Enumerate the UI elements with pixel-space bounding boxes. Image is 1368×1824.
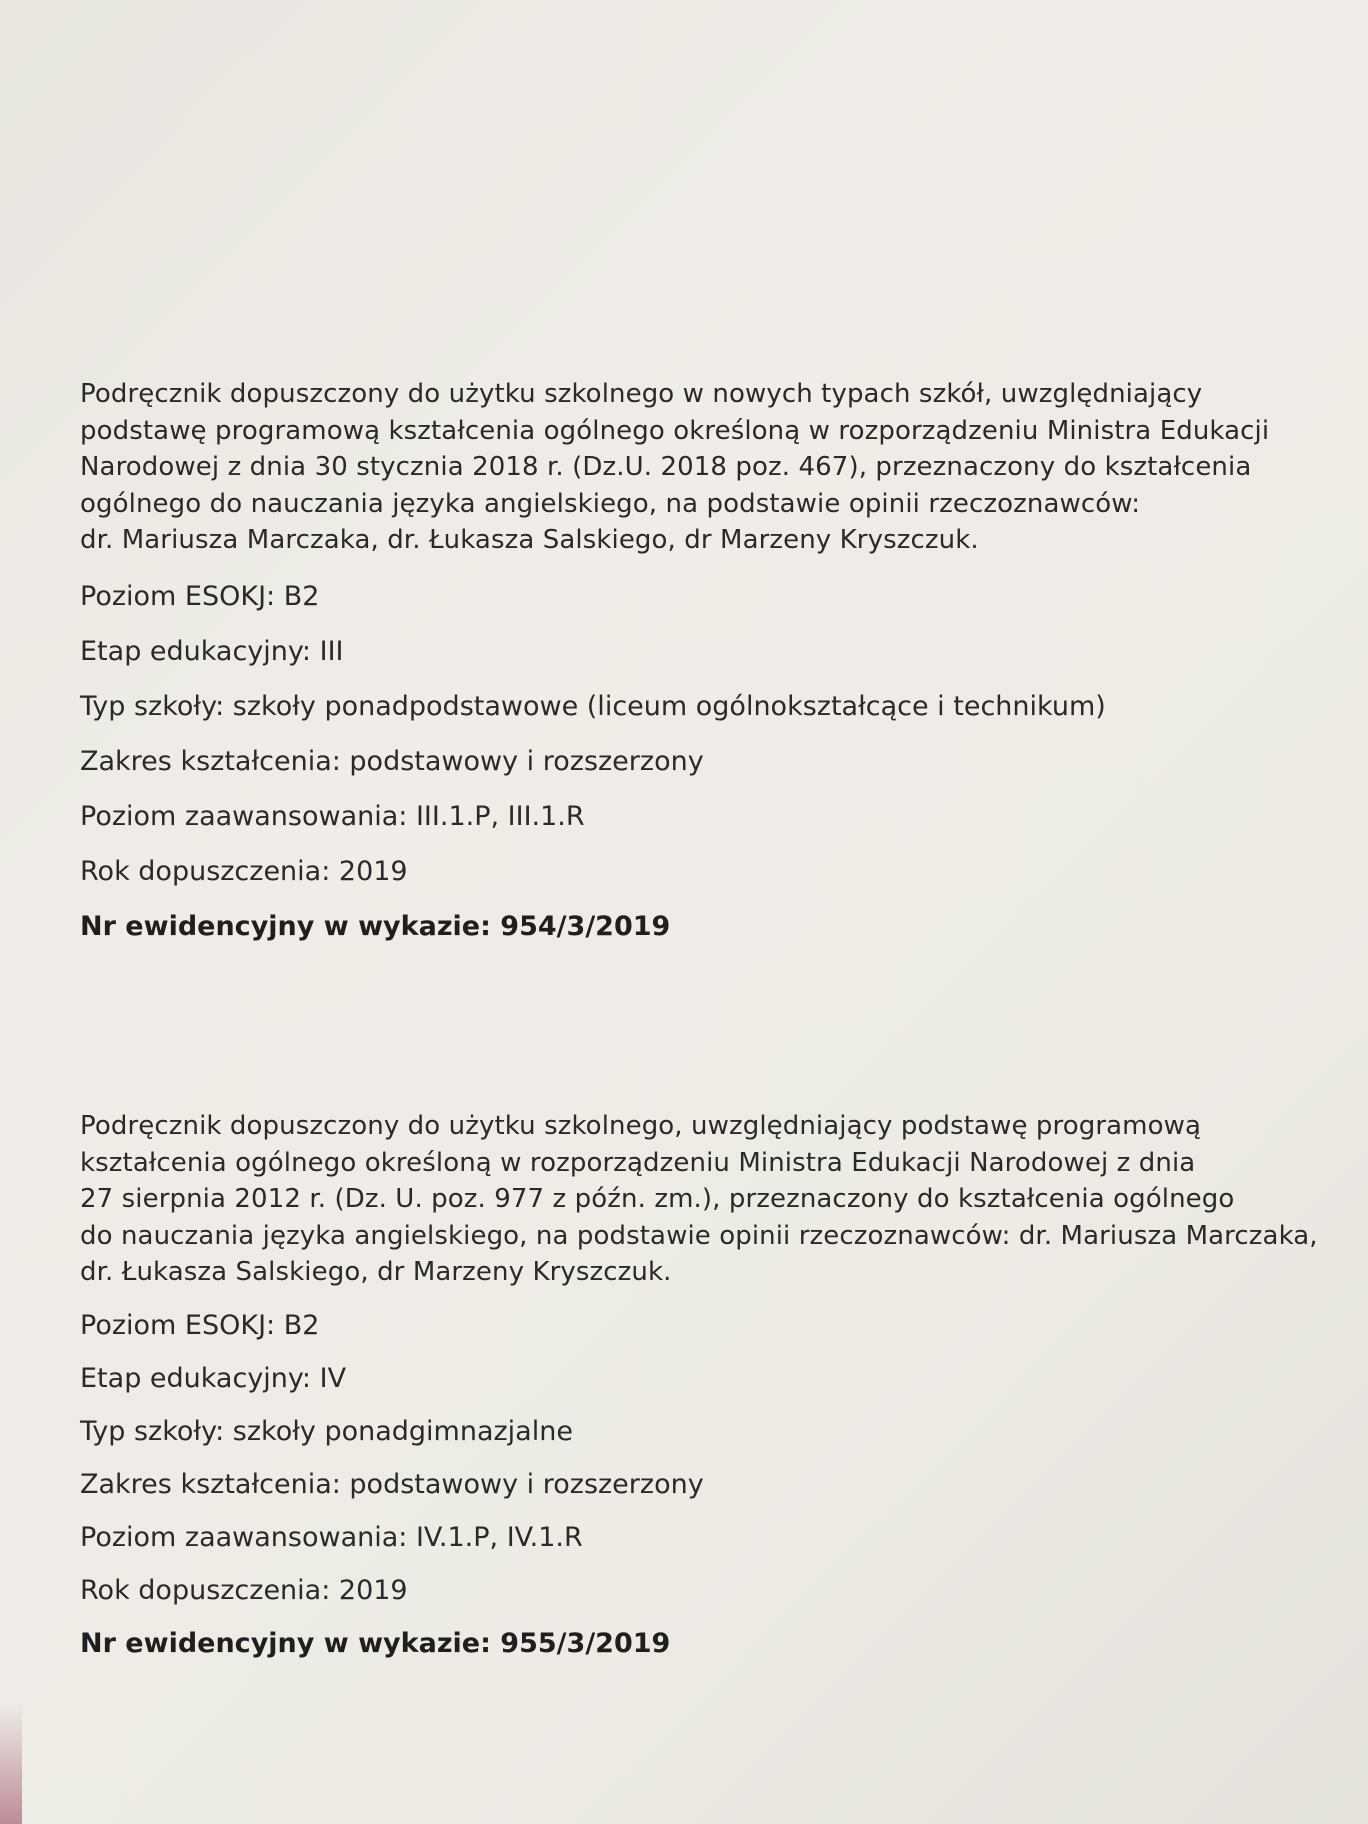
metadata-list-2 [80,1299,1350,1670]
approval-year: Rok dopuszczenia: 2019 [80,855,408,887]
cefr-level: Poziom ESOKJ: B2 [80,580,320,612]
approval-paragraph-2 [80,1108,1350,1291]
proficiency-level: Poziom zaawansowania: III.1.P, III.1.R [80,800,585,832]
proficiency-level: Poziom zaawansowania: IV.1.P, IV.1.R [80,1521,583,1553]
approval-section-2 [80,1108,1350,1670]
approval-year: Rok dopuszczenia: 2019 [80,1574,408,1606]
paragraph-line: kształcenia ogólnego określoną w rozporządzeniu Ministra Edukacji Narodowej z dnia [80,1147,1196,1178]
paragraph-line: 27 sierpnia 2012 r. (Dz. U. poz. 977 z późn. zm.), przeznaczony do kształcenia ogólnego [80,1184,1235,1214]
registry-number: Nr ewidencyjny w wykazie: 954/3/2019 [80,910,671,942]
cefr-level: Poziom ESOKJ: B2 [80,1309,320,1341]
metadata-list-1 [80,569,1350,954]
paragraph-line: Podręcznik dopuszczony do użytku szkolnego w nowych typach szkół, uwzględniający [80,379,1203,409]
paragraph-line: ogólnego do nauczania języka angielskiego, na podstawie opinii rzeczoznawców: [80,488,1141,519]
paragraph-line: dr. Mariusza Marczaka, dr. Łukasza Salskiego, dr Marzeny Kryszczuk. [80,525,979,555]
registry-number: Nr ewidencyjny w wykazie: 955/3/2019 [80,1627,671,1659]
education-stage: Etap edukacyjny: III [80,635,344,667]
paragraph-line: Narodowej z dnia 30 stycznia 2018 r. (Dz.U. 2018 poz. 467), przeznaczony do kształcenia [80,452,1252,482]
approval-paragraph-1 [80,376,1350,559]
education-scope: Zakres kształcenia: podstawowy i rozszerzony [80,745,704,777]
paragraph-line: do nauczania języka angielskiego, na podstawie opinii rzeczoznawców: dr. Mariusza Marczaka, [80,1220,1318,1251]
education-stage: Etap edukacyjny: IV [80,1362,347,1394]
paragraph-line: Podręcznik dopuszczony do użytku szkolnego, uwzględniający podstawę programową [80,1111,1201,1141]
paragraph-line: dr. Łukasza Salskiego, dr Marzeny Kryszczuk. [80,1257,672,1287]
school-type: Typ szkoły: szkoły ponadgimnazjalne [80,1415,573,1447]
approval-section-1 [80,376,1350,954]
page-edge-shadow [0,1704,22,1824]
school-type: Typ szkoły: szkoły ponadpodstawowe (liceum ogólnokształcące i technikum) [80,690,1106,722]
paragraph-line: podstawę programową kształcenia ogólnego określoną w rozporządzeniu Ministra Edukacji [80,415,1270,446]
education-scope: Zakres kształcenia: podstawowy i rozszerzony [80,1468,704,1500]
